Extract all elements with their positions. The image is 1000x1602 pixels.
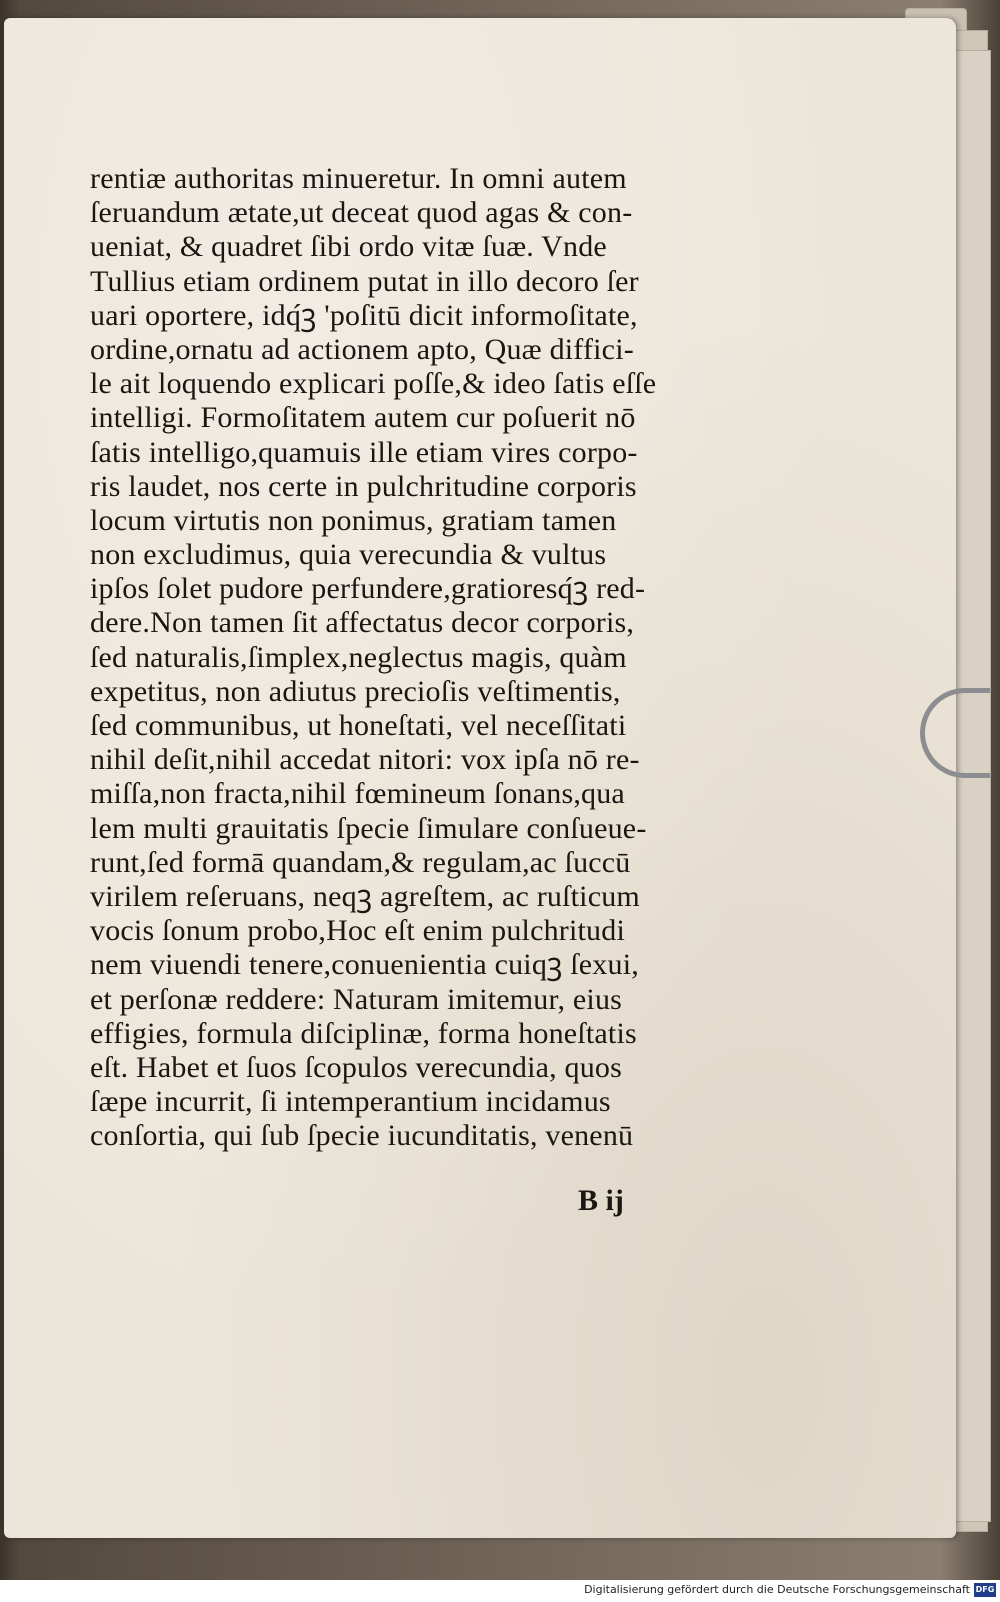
text-line: ordine,ornatu ad actionem apto, Quæ diffici- <box>90 332 634 366</box>
text-line: effigies, formula diſciplinæ, forma honeſtatis <box>90 1016 637 1050</box>
text-line: ris laudet, nos certe in pulchritudine corporis <box>90 469 637 503</box>
text-line: ſed communibus, ut honeſtati, vel neceſſitati <box>90 709 627 742</box>
text-line: virilem reſeruans, neqꝫ agreſtem, ac ruſticum <box>90 879 640 913</box>
text-line: ueniat, & quadret ſibi ordo vitæ ſuæ. Vnde <box>90 230 607 264</box>
text-line: conſortia, qui ſub ſpecie iucunditatis, venenū <box>90 1119 634 1153</box>
text-line: ſæpe incurrit, ſi intemperantium incidamus <box>90 1085 611 1119</box>
footer-bar <box>0 1580 1000 1602</box>
text-line: vocis ſonum probo,Hoc eſt enim pulchritudi <box>90 914 625 948</box>
text-line: rentiæ authoritas minueretur. In omni autem <box>90 162 627 195</box>
text-line: runt,ſed formā quandam,& regulam,ac ſuccū <box>90 845 631 879</box>
text-line: ſatis intelligo,quamuis ille etiam vires corpo- <box>90 435 638 469</box>
text-line: le ait loquendo explicari poſſe,& ideo ſatis eſſe <box>90 367 657 401</box>
text-line: locum virtutis non ponimus, gratiam tamen <box>90 503 617 537</box>
text-line: et perſonæ reddere: Naturam imitemur, eius <box>90 982 623 1016</box>
text-line: ſeruandum ætate,ut deceat quod agas & con- <box>90 196 633 230</box>
dfg-logo-icon: DFG <box>974 1583 996 1597</box>
text-line: nihil deſit,nihil accedat nitori: vox ipſa nō re- <box>90 743 640 777</box>
signature-mark: B ij <box>578 1184 624 1217</box>
text-line: dere.Non tamen ſit affectatus decor corporis, <box>90 606 635 640</box>
text-line: non excludimus, quia verecundia & vultus <box>90 538 607 572</box>
page-text-block <box>90 162 770 1153</box>
text-line: ipſos ſolet pudore perfundere,gratioresq́ꝫ red- <box>90 572 646 606</box>
text-line: nem viuendi tenere,conuenientia cuiqꝫ ſexui, <box>90 948 639 982</box>
text-line: expetitus, non adiutus precioſis veſtimentis, <box>90 674 621 708</box>
text-line: uari oportere, idq́ꝫ 'poſitū dicit informoſitate, <box>90 298 638 332</box>
text-line: ſed naturalis,ſimplex,neglectus magis, quàm <box>90 640 627 674</box>
text-line: miſſa,non fracta,nihil fœmineum ſonans,qua <box>90 777 625 811</box>
text-line: eſt. Habet et ſuos ſcopulos verecundia, quos <box>90 1050 622 1084</box>
digitization-credit: Digitalisierung gefördert durch die Deutsche Forschungsgemeinschaft <box>584 1583 970 1596</box>
text-line: intelligi. Formoſitatem autem cur poſuerit nō <box>90 401 636 435</box>
text-line: lem multi grauitatis ſpecie ſimulare conſueue- <box>90 811 647 845</box>
text-line: Tullius etiam ordinem putat in illo decoro ſer <box>90 264 639 298</box>
